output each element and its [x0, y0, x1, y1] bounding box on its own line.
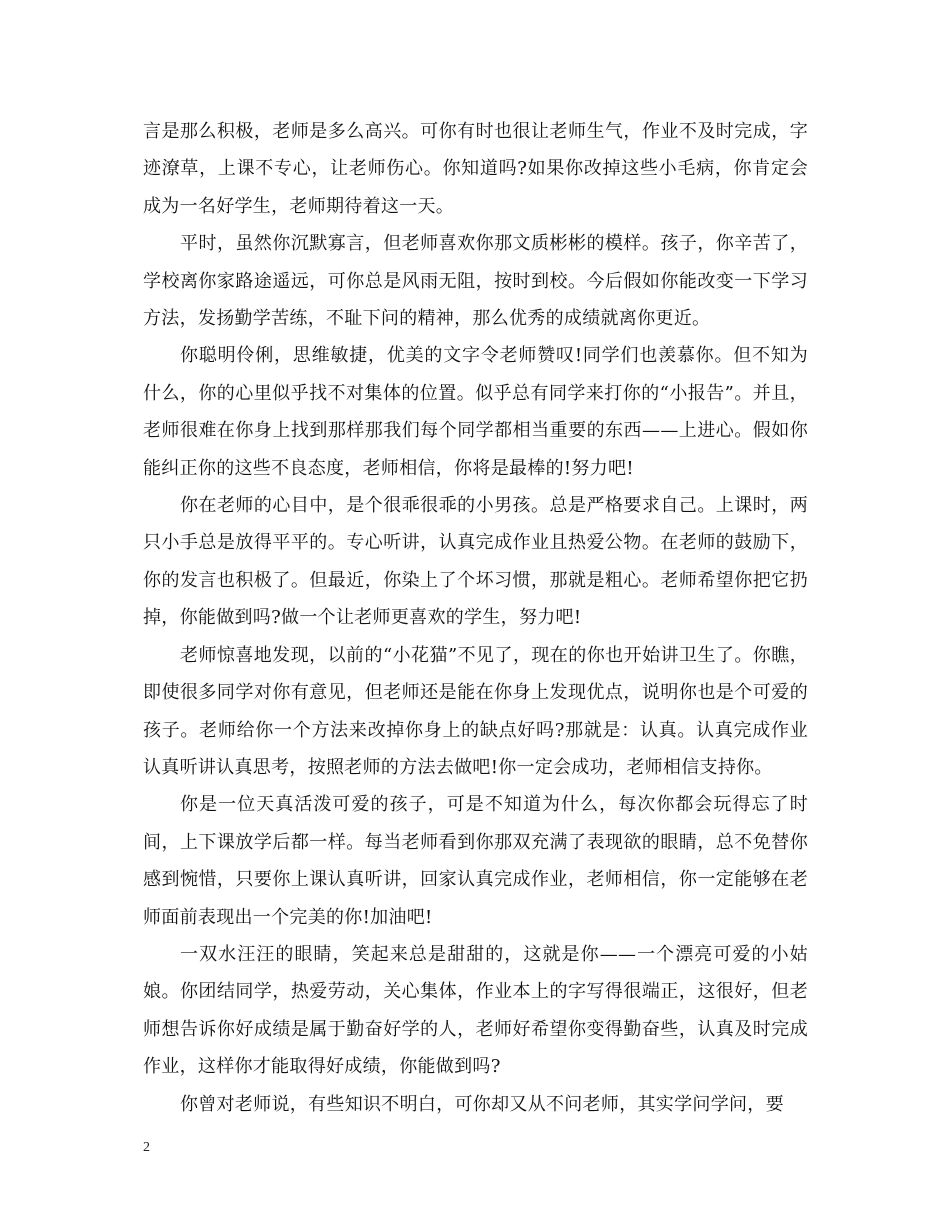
paragraph: 一双水汪汪的眼睛，笑起来总是甜甜的，这就是你——一个漂亮可爱的小姑娘。你团结同学，热爱劳动，关心集体，作业本上的字写得很端正，这很好，但老师想告诉你好成绩是属于勤奋好学的人，老师好希望你变得勤奋些，认真及时完成作业，这样你才能取得好成绩，你能做到吗?: [143, 943, 808, 1078]
paragraph: 你是一位天真活泼可爱的孩子，可是不知道为什么，每次你都会玩得忘了时间，上下课放学后都一样。每当老师看到你那双充满了表现欲的眼睛，总不免替你感到惋惜，只要你上课认真听讲，回家认真完成作业，老师相信，你一定能够在老师面前表现出一个完美的你!加油吧!: [143, 794, 808, 928]
paragraph: 老师惊喜地发现，以前的“小花猫”不见了，现在的你也开始讲卫生了。你瞧，即使很多同学对你有意见，但老师还是能在你身上发现优点，说明你也是个可爱的孩子。老师给你一个方法来改掉你身上的缺点好吗?那就是：认真。认真完成作业认真听讲认真思考，按照老师的方法去做吧!你一定会成功，老师相信支持你。: [143, 644, 808, 778]
paragraph: 你在老师的心目中，是个很乖很乖的小男孩。总是严格要求自己。上课时，两只小手总是放得平平的。专心听讲，认真完成作业且热爱公物。在老师的鼓励下，你的发言也积极了。但最近，你染上了个坏习惯，那就是粗心。老师希望你把它扔掉，你能做到吗?做一个让老师更喜欢的学生，努力吧!: [143, 495, 808, 629]
page-number: 2: [143, 1140, 150, 1155]
document-body: [143, 113, 808, 1123]
paragraph: 你曾对老师说，有些知识不明白，可你却又从不问老师，其实学问学问，要: [180, 1093, 784, 1115]
paragraph: 你聪明伶俐，思维敏捷，优美的文字令老师赞叹!同学们也羡慕你。但不知为什么，你的心里似乎找不对集体的位置。似乎总有同学来打你的“小报告”。并且，老师很难在你身上找到那样那我们每个同学都相当重要的东西——上进心。假如你能纠正你的这些不良态度，老师相信，你将是最棒的!努力吧!: [143, 345, 808, 479]
paragraph: 平时，虽然你沉默寡言，但老师喜欢你那文质彬彬的模样。孩子，你辛苦了，学校离你家路途遥远，可你总是风雨无阻，按时到校。今后假如你能改变一下学习方法，发扬勤学苦练，不耻下问的精神，那么优秀的成绩就离你更近。: [143, 233, 808, 330]
paragraph-continued: 言是那么积极，老师是多么高兴。可你有时也很让老师生气，作业不及时完成，字迹潦草，上课不专心，让老师伤心。你知道吗?如果你改掉这些小毛病，你肯定会成为一名好学生，老师期待着这一天。: [143, 121, 808, 217]
